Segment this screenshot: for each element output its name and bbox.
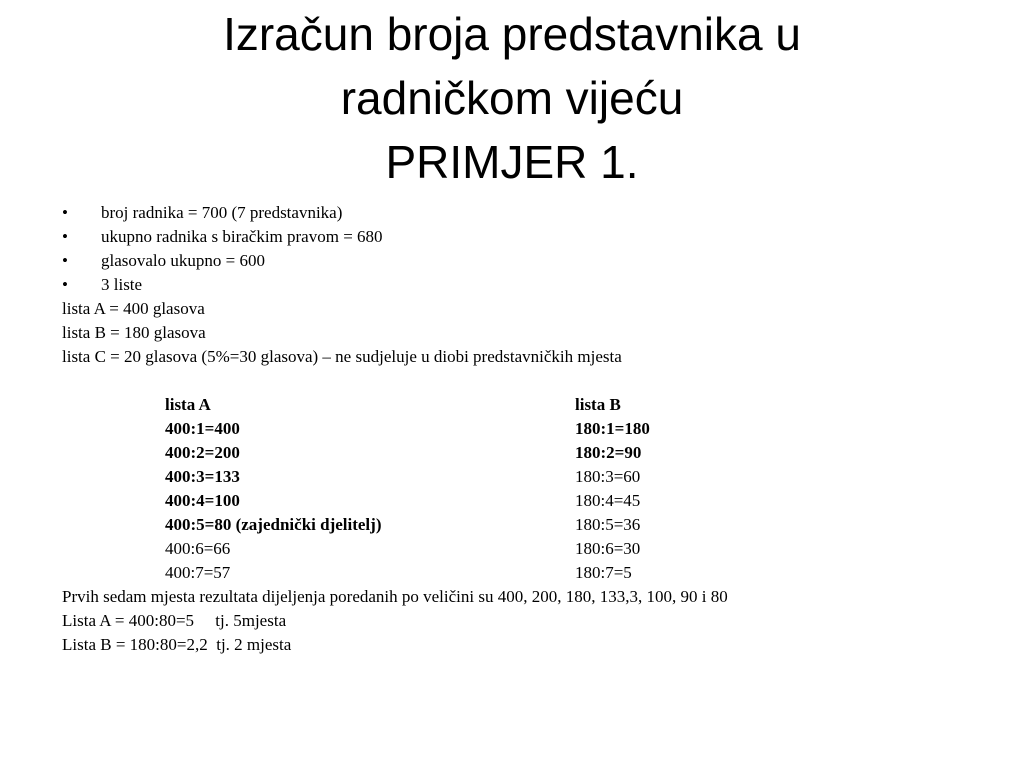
- result-list-b: Lista B = 180:80=2,2 tj. 2 mjesta: [62, 635, 292, 654]
- bullet-item: [62, 249, 992, 273]
- spacer: [62, 369, 992, 393]
- bullet-icon: •: [62, 251, 68, 270]
- column-a-header: lista A: [165, 395, 211, 414]
- division-table: [165, 393, 992, 585]
- bullet-icon: •: [62, 275, 68, 294]
- column-a-row: 400:6=66: [165, 539, 231, 558]
- division-column-b: [575, 393, 875, 585]
- bullet-icon: •: [62, 227, 68, 246]
- column-b-row: 180:7=5: [575, 563, 632, 582]
- bullet-text: broj radnika = 700 (7 predstavnika): [101, 203, 343, 222]
- column-b-row: 180:2=90: [575, 443, 642, 462]
- bullet-item: [62, 225, 992, 249]
- column-a-row: 400:3=133: [165, 467, 240, 486]
- bullet-text: ukupno radnika s biračkim pravom = 680: [101, 227, 383, 246]
- column-a-row: 400:2=200: [165, 443, 240, 462]
- bullet-list: [62, 201, 992, 297]
- slide-body: [62, 201, 992, 657]
- bullet-icon: •: [62, 203, 68, 222]
- result-list-a: Lista A = 400:80=5 tj. 5mjesta: [62, 611, 287, 630]
- column-a-row: 400:1=400: [165, 419, 240, 438]
- column-b-row: 180:3=60: [575, 467, 641, 486]
- column-b-row: 180:4=45: [575, 491, 641, 510]
- bullet-item: [62, 201, 992, 225]
- title-line-2: radničkom vijeću: [340, 72, 684, 124]
- division-column-a: [165, 393, 575, 585]
- bullet-text: glasovalo ukupno = 600: [101, 251, 265, 270]
- conclusion-text: Prvih sedam mjesta rezultata dijeljenja poredanih po veličini su 400, 200, 180, 133,3, 100, 90 i 80: [62, 587, 728, 606]
- title-line-3: PRIMJER 1.: [385, 136, 639, 188]
- list-votes-a: lista A = 400 glasova: [62, 299, 205, 318]
- column-a-row: 400:5=80 (zajednički djelitelj): [165, 515, 382, 534]
- column-b-row: 180:6=30: [575, 539, 641, 558]
- bullet-text: 3 liste: [101, 275, 143, 294]
- slide-title: [0, 2, 1024, 194]
- column-b-row: 180:5=36: [575, 515, 641, 534]
- column-b-header: lista B: [575, 395, 621, 414]
- list-votes-b: lista B = 180 glasova: [62, 323, 206, 342]
- column-a-row: 400:7=57: [165, 563, 231, 582]
- title-line-1: Izračun broja predstavnika u: [223, 8, 801, 60]
- column-a-row: 400:4=100: [165, 491, 240, 510]
- list-votes-c: lista C = 20 glasova (5%=30 glasova) – ne sudjeluje u diobi predstavničkih mjesta: [62, 347, 622, 366]
- column-b-row: 180:1=180: [575, 419, 650, 438]
- bullet-item: [62, 273, 992, 297]
